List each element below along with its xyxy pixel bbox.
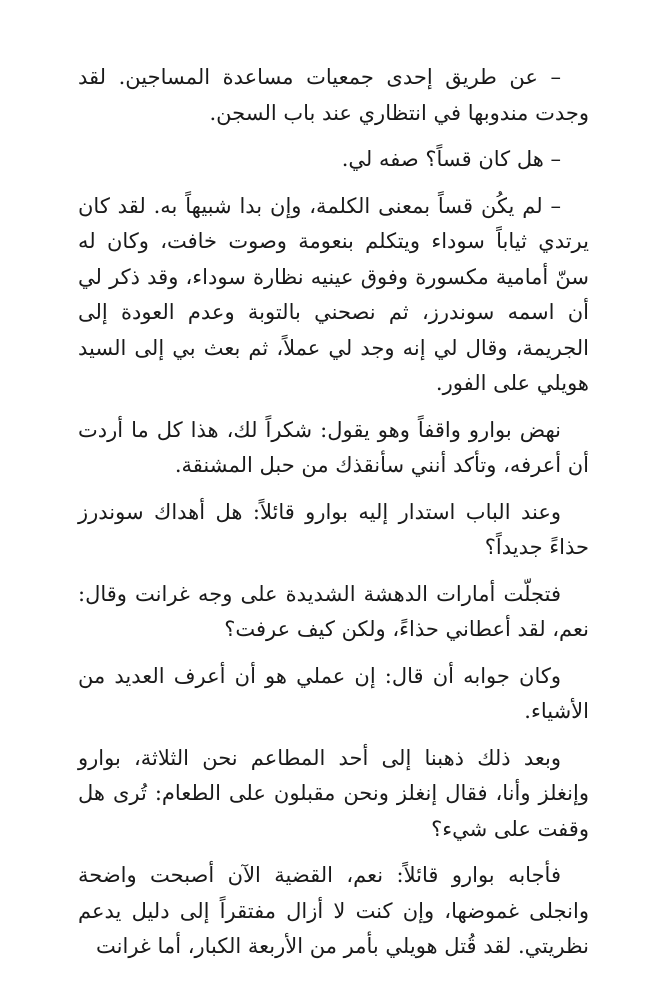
paragraph-4: نهض بوارو واقفاً وهو يقول: شكراً لك، هذا كل ما أردت أن أعرفه، وتأكد أنني سأنقذك من حبل المشنقة.: [78, 417, 589, 477]
paragraph-5: وعند الباب استدار إليه بوارو قائلاً: هل أهداك سوندرز حذاءً جديداً؟: [78, 499, 589, 559]
paragraph-3: – لم يكُن قساً بمعنى الكلمة، وإن بدا شبيهاً به. لقد كان يرتدي ثياباً سوداء ويتكلم بنعومة وصوت خافت، وكان له سنّ أمامية مكسورة وفوق عينيه نظارة سوداء، وقد ذكر لي أن اسمه سوندرز، ثم نصحني بالتوبة وعدم العودة إلى الجريمة، وقال لي إنه وجد لي عملاً، ثم بعث بي إلى السيد هويلي على الفور.: [78, 193, 589, 395]
paragraph-1: – عن طريق إحدى جمعيات مساعدة المساجين. لقد وجدت مندوبها في انتظاري عند باب السجن.: [78, 65, 589, 125]
paragraph-6: فتجلّت أمارات الدهشة الشديدة على وجه غرانت وقال: نعم، لقد أعطاني حذاءً، ولكن كيف عرفت؟: [78, 581, 589, 641]
paragraph-9: فأجابه بوارو قائلاً: نعم، القضية الآن أصبحت واضحة وانجلى غموضها، وإن كنت لا أزال مفتقراً إلى دليل يدعم نظريتي. لقد قُتل هويلي بأمر من الأربعة الكبار، أما غرانت: [78, 863, 589, 958]
paragraph-2: – هل كان قساً؟ صفه لي.: [341, 147, 561, 171]
book-page: [78, 60, 589, 976]
paragraph-7: وكان جوابه أن قال: إن عملي هو أن أعرف العديد من الأشياء.: [78, 663, 589, 723]
paragraph-8: وبعد ذلك ذهبنا إلى أحد المطاعم نحن الثلاثة، بوارو وإنغلز وأنا، فقال إنغلز ونحن مقبلون على الطعام: تُرى هل وقفت على شيء؟: [78, 745, 589, 841]
